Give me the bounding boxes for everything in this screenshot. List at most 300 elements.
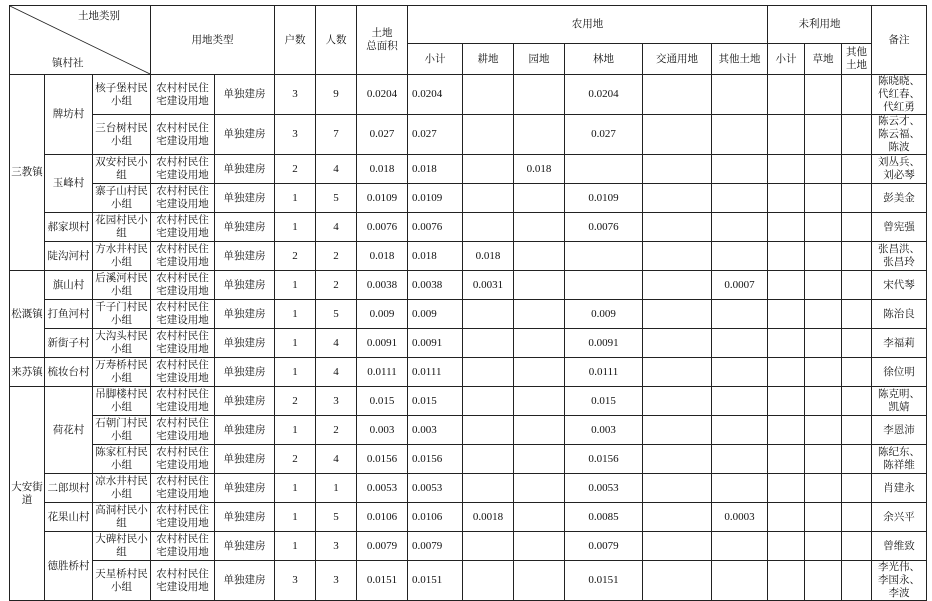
land-type-cell: 农村村民住宅建设用地 [151,358,215,387]
table-row [10,474,927,503]
unused-subtotal-cell [768,532,805,561]
agri-subtotal-header: 小计 [408,44,463,75]
land-type-cell: 农村村民住宅建设用地 [151,329,215,358]
households-cell: 3 [275,75,316,115]
diagonal-header-cell [10,6,151,75]
other-land-cell [712,387,768,416]
grassland-cell [805,416,842,445]
table-row [10,503,927,532]
land-type-cell: 农村村民住宅建设用地 [151,503,215,532]
transport-cell [643,329,712,358]
group-cell: 核子堡村民小组 [93,75,151,115]
people-cell: 3 [316,532,357,561]
unused-land-header: 未利用地 [768,6,872,44]
unused-other-header [842,44,872,75]
unused-other-cell [842,532,872,561]
agri-subtotal-cell: 0.015 [408,387,463,416]
yuandi-cell [514,329,565,358]
gengdi-cell [463,416,514,445]
total-area-header [357,6,408,75]
yuandi-cell [514,115,565,155]
unused-subtotal-cell [768,155,805,184]
yuandi-cell [514,445,565,474]
build-type-cell: 单独建房 [215,329,275,358]
unused-other-cell [842,474,872,503]
build-type-cell: 单独建房 [215,474,275,503]
group-cell: 万寿桥村民小组 [93,358,151,387]
total-area-cell: 0.0076 [357,213,408,242]
build-type-cell: 单独建房 [215,445,275,474]
transport-cell [643,474,712,503]
agri-other-header: 其他土地 [712,44,768,75]
people-cell: 2 [316,271,357,300]
table-row [10,184,927,213]
grassland-cell [805,300,842,329]
land-type-cell: 农村村民住宅建设用地 [151,445,215,474]
lindi-cell: 0.0204 [565,75,643,115]
town-cell: 来苏镇 [10,358,45,387]
build-type-cell: 单独建房 [215,242,275,271]
households-cell: 1 [275,358,316,387]
table-row [10,358,927,387]
agri-subtotal-cell: 0.0106 [408,503,463,532]
transport-cell [643,75,712,115]
group-cell: 花园村民小组 [93,213,151,242]
other-land-cell [712,184,768,213]
town-cell: 松溉镇 [10,271,45,358]
grassland-cell [805,242,842,271]
households-cell: 1 [275,474,316,503]
unused-subtotal-cell [768,271,805,300]
yuandi-cell [514,242,565,271]
remarks-cell: 肖建永 [872,474,927,503]
grassland-cell [805,503,842,532]
unused-other-cell [842,445,872,474]
total-area-cell: 0.015 [357,387,408,416]
yuandi-cell [514,532,565,561]
build-type-cell: 单独建房 [215,416,275,445]
lindi-cell [565,271,643,300]
total-area-cell: 0.003 [357,416,408,445]
remarks-cell: 陈克明、凯婧 [872,387,927,416]
agri-subtotal-cell: 0.018 [408,155,463,184]
group-cell: 陈家杠村民小组 [93,445,151,474]
total-area-cell: 0.0079 [357,532,408,561]
unused-subtotal-cell [768,503,805,532]
total-area-cell: 0.009 [357,300,408,329]
people-cell: 5 [316,300,357,329]
households-cell: 3 [275,115,316,155]
grassland-cell [805,213,842,242]
households-cell: 3 [275,561,316,601]
table-row [10,115,927,155]
unused-other-cell [842,115,872,155]
grassland-cell [805,387,842,416]
gengdi-cell [463,474,514,503]
households-cell: 1 [275,213,316,242]
remarks-cell: 李光伟、李国永、李波 [872,561,927,601]
other-land-cell [712,416,768,445]
land-type-cell: 农村村民住宅建设用地 [151,387,215,416]
total-area-cell: 0.0106 [357,503,408,532]
other-land-cell [712,213,768,242]
remarks-cell: 张昌洪、张昌玲 [872,242,927,271]
agri-subtotal-cell: 0.0076 [408,213,463,242]
land-type-cell: 农村村民住宅建设用地 [151,155,215,184]
yuandi-cell [514,213,565,242]
group-cell: 后溪河村民小组 [93,271,151,300]
gengdi-cell [463,329,514,358]
land-type-header: 用地类型 [151,6,275,75]
agri-land-header: 农用地 [408,6,768,44]
agri-subtotal-cell: 0.0111 [408,358,463,387]
transport-cell [643,300,712,329]
gengdi-cell: 0.0031 [463,271,514,300]
remarks-cell: 陈云才、陈云福、陈波 [872,115,927,155]
group-cell: 凉水井村民小组 [93,474,151,503]
households-cell: 1 [275,532,316,561]
build-type-cell: 单独建房 [215,213,275,242]
total-area-cell: 0.018 [357,155,408,184]
remarks-cell: 陈晓晓、代红春、代红勇 [872,75,927,115]
agri-subtotal-cell: 0.009 [408,300,463,329]
group-cell: 吊脚楼村民小组 [93,387,151,416]
people-cell: 7 [316,115,357,155]
households-cell: 1 [275,416,316,445]
agri-subtotal-cell: 0.0204 [408,75,463,115]
total-area-cell: 0.0053 [357,474,408,503]
gengdi-cell [463,387,514,416]
households-header: 户数 [275,6,316,75]
group-cell: 石朝门村民小组 [93,416,151,445]
total-area-header-text: 土地 总面积 [366,27,398,52]
remarks-cell: 余兴平 [872,503,927,532]
lindi-cell: 0.027 [565,115,643,155]
yuandi-cell [514,503,565,532]
other-land-cell [712,242,768,271]
agri-subtotal-cell: 0.0091 [408,329,463,358]
households-cell: 2 [275,387,316,416]
yuandi-cell [514,75,565,115]
gengdi-cell [463,115,514,155]
land-type-cell: 农村村民住宅建设用地 [151,271,215,300]
yuandi-cell [514,474,565,503]
gengdi-cell: 0.0018 [463,503,514,532]
people-cell: 5 [316,503,357,532]
lindi-cell: 0.015 [565,387,643,416]
lindi-cell: 0.0151 [565,561,643,601]
land-use-table [9,5,927,601]
unused-grass-header: 草地 [805,44,842,75]
total-area-cell: 0.0111 [357,358,408,387]
unused-subtotal-cell [768,416,805,445]
group-cell: 三台树村民小组 [93,115,151,155]
agri-subtotal-cell: 0.003 [408,416,463,445]
households-cell: 1 [275,503,316,532]
village-cell: 花果山村 [45,503,93,532]
transport-cell [643,155,712,184]
build-type-cell: 单独建房 [215,300,275,329]
unused-other-cell [842,184,872,213]
unused-subtotal-header: 小计 [768,44,805,75]
village-cell: 二郎坝村 [45,474,93,503]
lindi-cell: 0.0085 [565,503,643,532]
lindi-cell: 0.0111 [565,358,643,387]
yuandi-cell [514,184,565,213]
land-type-cell: 农村村民住宅建设用地 [151,75,215,115]
people-cell: 1 [316,474,357,503]
land-type-cell: 农村村民住宅建设用地 [151,561,215,601]
town-village-label: 镇村社 [52,57,84,69]
unused-subtotal-cell [768,242,805,271]
people-cell: 2 [316,416,357,445]
grassland-cell [805,115,842,155]
grassland-cell [805,532,842,561]
total-area-cell: 0.0151 [357,561,408,601]
transport-cell [643,242,712,271]
build-type-cell: 单独建房 [215,75,275,115]
transport-cell [643,532,712,561]
build-type-cell: 单独建房 [215,155,275,184]
land-type-cell: 农村村民住宅建设用地 [151,242,215,271]
gengdi-cell [463,155,514,184]
other-land-cell [712,115,768,155]
table-row [10,387,927,416]
village-cell: 德胜桥村 [45,532,93,601]
total-area-cell: 0.0091 [357,329,408,358]
total-area-cell: 0.0156 [357,445,408,474]
unused-subtotal-cell [768,115,805,155]
transport-cell [643,445,712,474]
grassland-cell [805,155,842,184]
remarks-cell: 彭美金 [872,184,927,213]
grassland-cell [805,184,842,213]
agri-gengdi-header: 耕地 [463,44,514,75]
transport-cell [643,416,712,445]
table-row [10,75,927,115]
agri-subtotal-cell: 0.0156 [408,445,463,474]
agri-yuandi-header: 园地 [514,44,565,75]
lindi-cell: 0.0109 [565,184,643,213]
unused-subtotal-cell [768,358,805,387]
transport-cell [643,213,712,242]
village-cell: 陡沟河村 [45,242,93,271]
agri-subtotal-cell: 0.0109 [408,184,463,213]
table-row [10,532,927,561]
unused-other-cell [842,503,872,532]
other-land-cell [712,75,768,115]
grassland-cell [805,329,842,358]
remarks-cell: 曾维致 [872,532,927,561]
unused-subtotal-cell [768,213,805,242]
total-area-cell: 0.0204 [357,75,408,115]
people-cell: 4 [316,329,357,358]
unused-subtotal-cell [768,387,805,416]
group-cell: 大沟头村民小组 [93,329,151,358]
remarks-cell: 刘丛兵、刘必琴 [872,155,927,184]
remarks-cell: 李恩沛 [872,416,927,445]
total-area-cell: 0.0038 [357,271,408,300]
unused-subtotal-cell [768,329,805,358]
table-row [10,416,927,445]
village-cell: 梳妆台村 [45,358,93,387]
transport-cell [643,358,712,387]
remarks-cell: 陈纪东、陈祥维 [872,445,927,474]
unused-subtotal-cell [768,445,805,474]
village-cell: 新街子村 [45,329,93,358]
table-row [10,271,927,300]
lindi-cell: 0.0091 [565,329,643,358]
agri-subtotal-cell: 0.0038 [408,271,463,300]
table-row [10,329,927,358]
land-type-cell: 农村村民住宅建设用地 [151,184,215,213]
other-land-cell [712,300,768,329]
other-land-cell: 0.0003 [712,503,768,532]
grassland-cell [805,474,842,503]
build-type-cell: 单独建房 [215,271,275,300]
unused-other-cell [842,416,872,445]
table-row [10,242,927,271]
unused-other-cell [842,242,872,271]
unused-subtotal-cell [768,75,805,115]
unused-other-header-text: 其他 土地 [846,46,868,71]
remarks-cell: 曾宪强 [872,213,927,242]
people-cell: 4 [316,445,357,474]
agri-subtotal-cell: 0.0053 [408,474,463,503]
households-cell: 2 [275,155,316,184]
total-area-cell: 0.018 [357,242,408,271]
other-land-cell [712,155,768,184]
build-type-cell: 单独建房 [215,561,275,601]
table-body [10,75,927,601]
total-area-cell: 0.027 [357,115,408,155]
grassland-cell [805,271,842,300]
yuandi-cell [514,300,565,329]
agri-subtotal-cell: 0.027 [408,115,463,155]
agri-lindi-header: 林地 [565,44,643,75]
lindi-cell: 0.0076 [565,213,643,242]
remarks-header: 备注 [872,6,927,75]
households-cell: 1 [275,300,316,329]
households-cell: 1 [275,184,316,213]
agri-subtotal-cell: 0.0079 [408,532,463,561]
gengdi-cell: 0.018 [463,242,514,271]
lindi-cell: 0.0079 [565,532,643,561]
village-cell: 荷花村 [45,387,93,474]
transport-cell [643,503,712,532]
gengdi-cell [463,75,514,115]
land-type-cell: 农村村民住宅建设用地 [151,213,215,242]
village-cell: 郝家坝村 [45,213,93,242]
people-cell: 4 [316,213,357,242]
yuandi-cell [514,271,565,300]
people-header: 人数 [316,6,357,75]
village-cell: 牌坊村 [45,75,93,155]
households-cell: 1 [275,329,316,358]
gengdi-cell [463,358,514,387]
yuandi-cell [514,358,565,387]
land-use-table-container [9,5,926,601]
lindi-cell [565,155,643,184]
unused-other-cell [842,155,872,184]
people-cell: 9 [316,75,357,115]
group-cell: 大碑村民小组 [93,532,151,561]
build-type-cell: 单独建房 [215,115,275,155]
group-cell: 千子门村民小组 [93,300,151,329]
build-type-cell: 单独建房 [215,184,275,213]
village-cell: 玉峰村 [45,155,93,213]
transport-cell [643,387,712,416]
agri-subtotal-cell: 0.018 [408,242,463,271]
transport-cell [643,115,712,155]
gengdi-cell [463,300,514,329]
lindi-cell: 0.0156 [565,445,643,474]
yuandi-cell [514,387,565,416]
total-area-cell: 0.0109 [357,184,408,213]
town-cell: 大安街道 [10,387,45,601]
grassland-cell [805,445,842,474]
yuandi-cell: 0.018 [514,155,565,184]
people-cell: 5 [316,184,357,213]
lindi-cell: 0.009 [565,300,643,329]
land-type-cell: 农村村民住宅建设用地 [151,532,215,561]
remarks-cell: 陈治良 [872,300,927,329]
table-row [10,213,927,242]
town-cell: 三教镇 [10,75,45,271]
people-cell: 4 [316,358,357,387]
gengdi-cell [463,213,514,242]
group-cell: 寨子山村民小组 [93,184,151,213]
grassland-cell [805,358,842,387]
other-land-cell [712,358,768,387]
table-row [10,300,927,329]
land-type-cell: 农村村民住宅建设用地 [151,300,215,329]
group-cell: 高洞村民小组 [93,503,151,532]
agri-subtotal-cell: 0.0151 [408,561,463,601]
group-cell: 天星桥村民小组 [93,561,151,601]
unused-subtotal-cell [768,184,805,213]
other-land-cell [712,445,768,474]
build-type-cell: 单独建房 [215,358,275,387]
build-type-cell: 单独建房 [215,503,275,532]
transport-cell [643,184,712,213]
unused-other-cell [842,329,872,358]
other-land-cell [712,474,768,503]
lindi-cell [565,242,643,271]
unused-other-cell [842,75,872,115]
people-cell: 3 [316,561,357,601]
remarks-cell: 宋代琴 [872,271,927,300]
agri-transport-header: 交通用地 [643,44,712,75]
unused-other-cell [842,358,872,387]
other-land-cell [712,329,768,358]
village-cell: 旗山村 [45,271,93,300]
yuandi-cell [514,416,565,445]
unused-other-cell [842,300,872,329]
unused-other-cell [842,387,872,416]
unused-other-cell [842,213,872,242]
land-type-cell: 农村村民住宅建设用地 [151,416,215,445]
unused-subtotal-cell [768,300,805,329]
people-cell: 3 [316,387,357,416]
unused-subtotal-cell [768,474,805,503]
land-type-cell: 农村村民住宅建设用地 [151,474,215,503]
group-cell: 双安村民小组 [93,155,151,184]
remarks-cell: 徐位明 [872,358,927,387]
remarks-cell: 李福莉 [872,329,927,358]
people-cell: 2 [316,242,357,271]
households-cell: 2 [275,445,316,474]
